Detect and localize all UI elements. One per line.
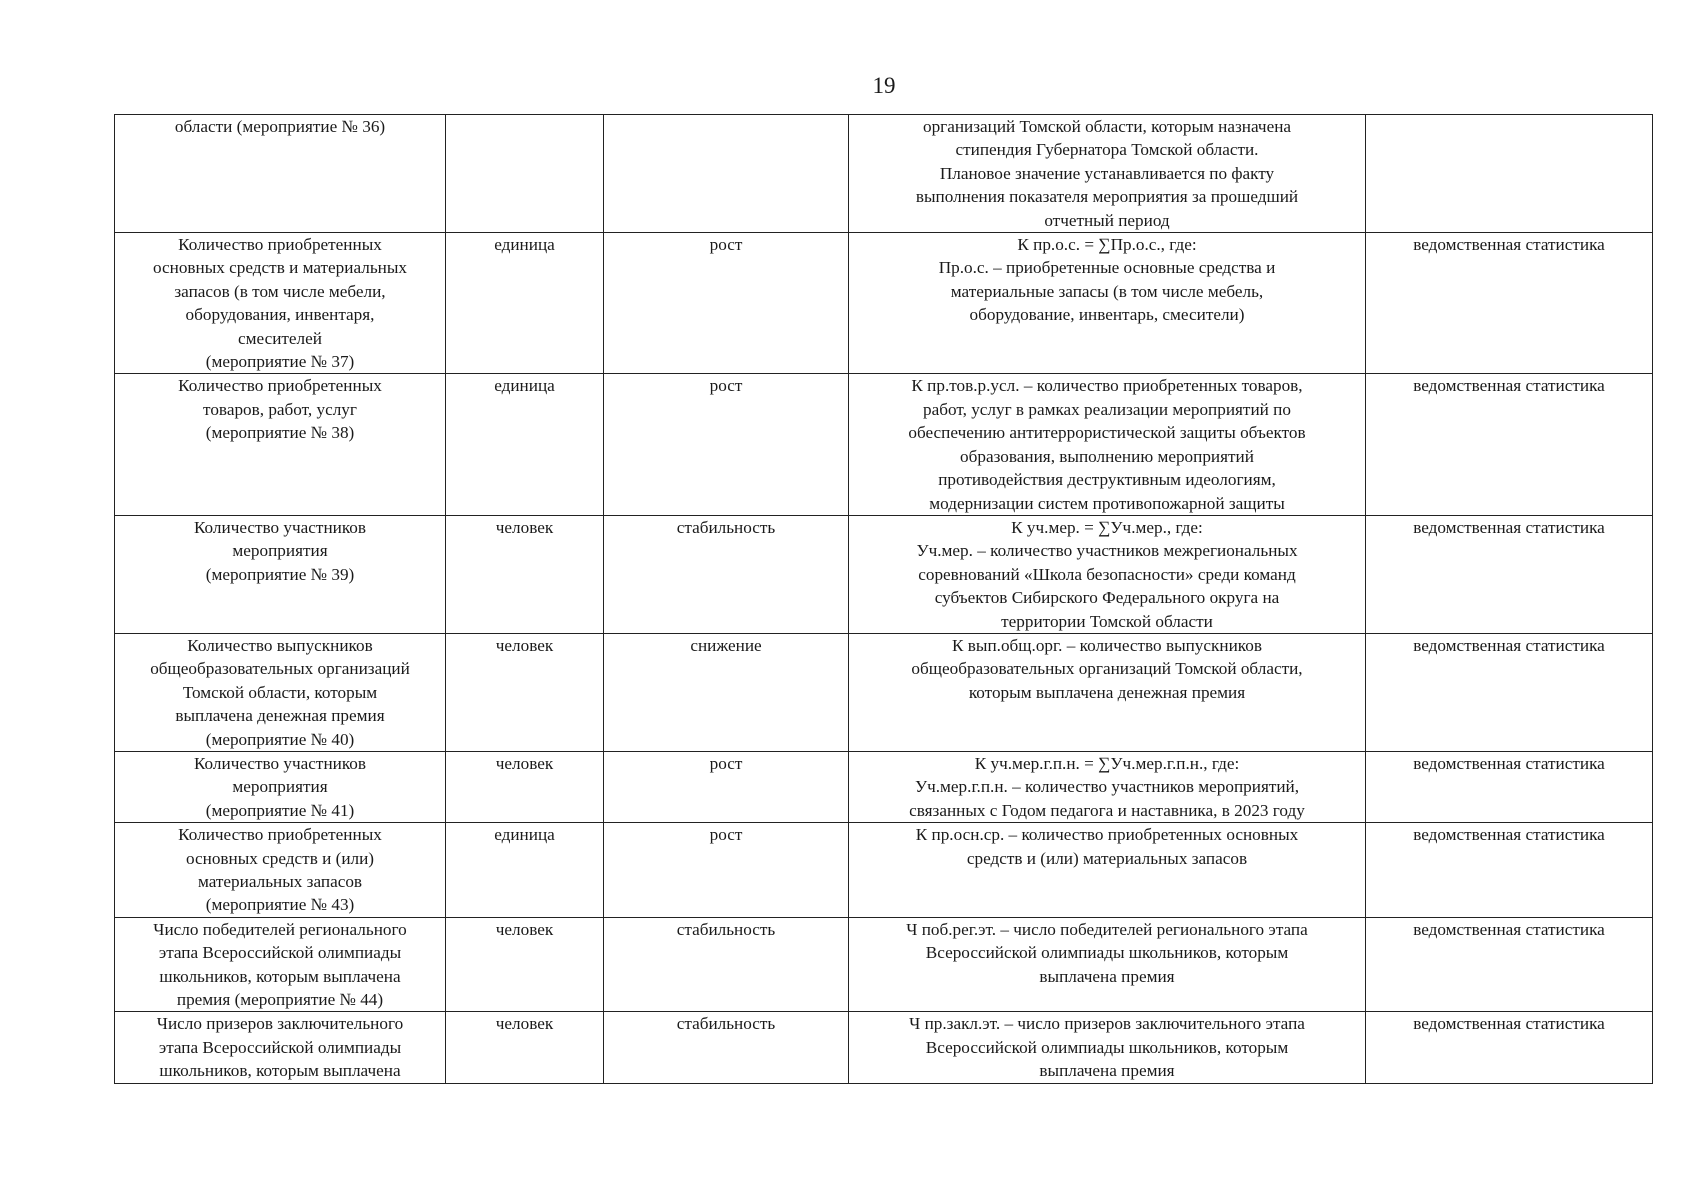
formula-cell: К пр.тов.р.усл. – количество приобретенных товаров, работ, услуг в рамках реализации мероприятий по обеспечению антитеррористической защиты объектов образования, выполнению мероприятий противодействия деструктивным идеологиям, модернизации систем противопожарной защиты [849, 374, 1366, 515]
table-row [115, 1012, 1653, 1083]
indicator-cell: Количество участников мероприятия (мероприятие № 39) [115, 515, 446, 633]
table-row [115, 233, 1653, 374]
indicator-cell: Количество приобретенных товаров, работ, услуг (мероприятие № 38) [115, 374, 446, 515]
trend-cell: рост [604, 823, 849, 918]
table-row [115, 374, 1653, 515]
trend-cell: стабильность [604, 917, 849, 1012]
indicator-cell: Количество приобретенных основных средств и (или) материальных запасов (мероприятие № 43) [115, 823, 446, 918]
source-cell: ведомственная статистика [1366, 917, 1653, 1012]
formula-cell: К пр.о.с. = ∑Пр.о.с., где: Пр.о.с. – приобретенные основные средства и материальные запасы (в том числе мебель, оборудование, инвентарь, смесители) [849, 233, 1366, 374]
trend-cell: рост [604, 751, 849, 822]
trend-cell: снижение [604, 633, 849, 751]
formula-cell: К уч.мер.г.п.н. = ∑Уч.мер.г.п.н., где: Уч.мер.г.п.н. – количество участников мероприятий, связанных с Годом педагога и наставника, в 2023 году [849, 751, 1366, 822]
table-row [115, 823, 1653, 918]
formula-cell: К пр.осн.ср. – количество приобретенных основных средств и (или) материальных запасов [849, 823, 1366, 918]
page-number: 19 [872, 73, 896, 98]
source-cell: ведомственная статистика [1366, 515, 1653, 633]
source-cell: ведомственная статистика [1366, 374, 1653, 515]
table-row [115, 751, 1653, 822]
unit-cell: человек [446, 515, 604, 633]
source-cell: ведомственная статистика [1366, 823, 1653, 918]
source-cell: ведомственная статистика [1366, 1012, 1653, 1083]
trend-cell: рост [604, 233, 849, 374]
indicators-table [114, 114, 1653, 1084]
unit-cell: человек [446, 1012, 604, 1083]
trend-cell [604, 115, 849, 233]
source-cell [1366, 115, 1653, 233]
indicator-cell: Число победителей регионального этапа Всероссийской олимпиады школьников, которым выплачена премия (мероприятие № 44) [115, 917, 446, 1012]
formula-cell: организаций Томской области, которым назначена стипендия Губернатора Томской области. Плановое значение устанавливается по факту выполнения показателя мероприятия за прошедший отчетный период [849, 115, 1366, 233]
unit-cell: человек [446, 751, 604, 822]
table-row [115, 633, 1653, 751]
formula-cell: К вып.общ.орг. – количество выпускников общеобразовательных организаций Томской области, которым выплачена денежная премия [849, 633, 1366, 751]
unit-cell: единица [446, 233, 604, 374]
trend-cell: рост [604, 374, 849, 515]
formula-cell: К уч.мер. = ∑Уч.мер., где: Уч.мер. – количество участников межрегиональных соревнований «Школа безопасности» среди команд субъектов Сибирского Федерального округа на территории Томской области [849, 515, 1366, 633]
table-row [115, 515, 1653, 633]
trend-cell: стабильность [604, 515, 849, 633]
formula-cell: Ч пр.закл.эт. – число призеров заключительного этапа Всероссийской олимпиады школьников, которым выплачена премия [849, 1012, 1366, 1083]
trend-cell: стабильность [604, 1012, 849, 1083]
indicator-cell: Число призеров заключительного этапа Всероссийской олимпиады школьников, которым выплачена [115, 1012, 446, 1083]
indicator-cell: области (мероприятие № 36) [115, 115, 446, 233]
unit-cell: человек [446, 917, 604, 1012]
table-row [115, 115, 1653, 233]
unit-cell: человек [446, 633, 604, 751]
indicator-cell: Количество выпускников общеобразовательных организаций Томской области, которым выплачена денежная премия (мероприятие № 40) [115, 633, 446, 751]
unit-cell: единица [446, 823, 604, 918]
source-cell: ведомственная статистика [1366, 751, 1653, 822]
formula-cell: Ч поб.рег.эт. – число победителей регионального этапа Всероссийской олимпиады школьников, которым выплачена премия [849, 917, 1366, 1012]
source-cell: ведомственная статистика [1366, 233, 1653, 374]
indicator-cell: Количество участников мероприятия (мероприятие № 41) [115, 751, 446, 822]
table-row [115, 917, 1653, 1012]
source-cell: ведомственная статистика [1366, 633, 1653, 751]
indicator-cell: Количество приобретенных основных средств и материальных запасов (в том числе мебели, оборудования, инвентаря, смесителей (мероприятие № 37) [115, 233, 446, 374]
unit-cell: единица [446, 374, 604, 515]
unit-cell [446, 115, 604, 233]
